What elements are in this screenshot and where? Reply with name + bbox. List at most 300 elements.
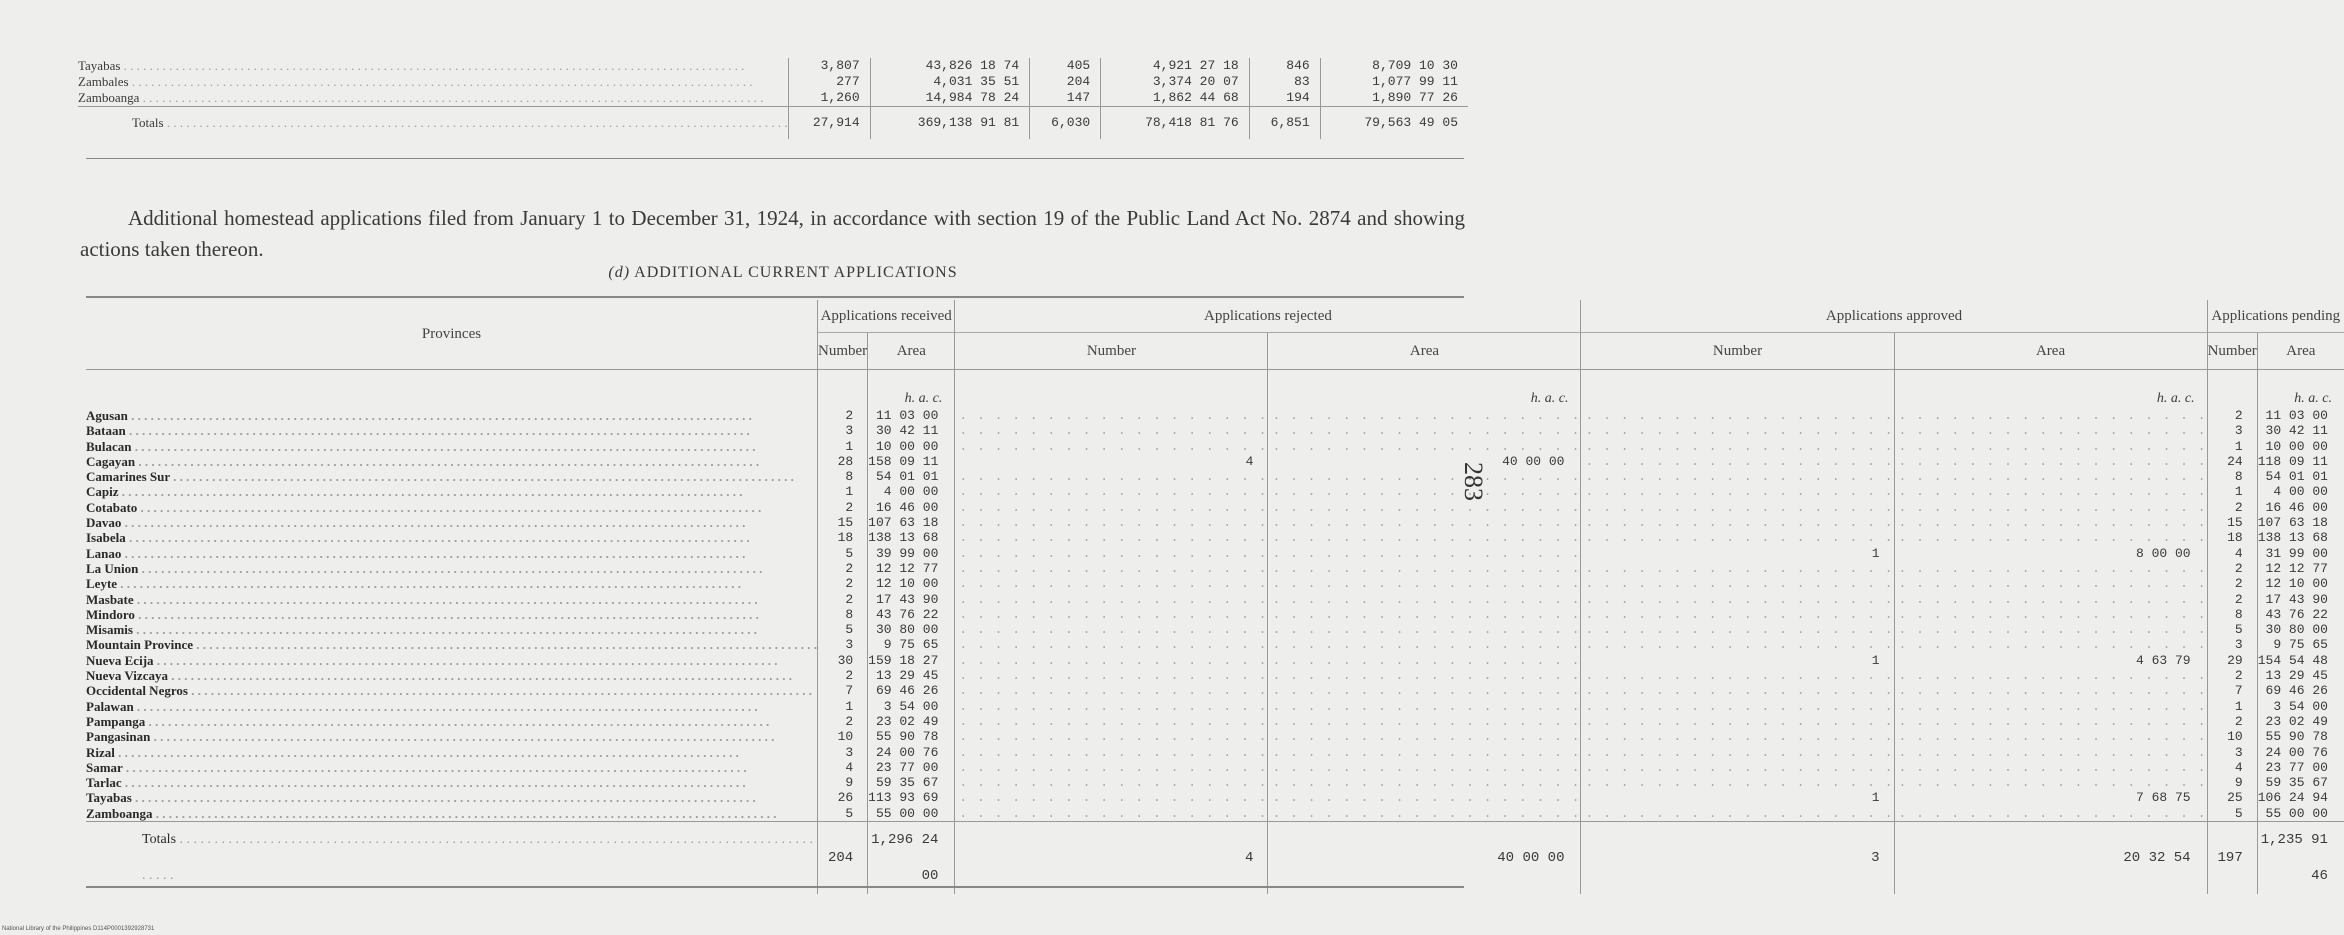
leader-cell	[1581, 806, 1894, 822]
leader-cell	[1894, 668, 2207, 683]
number-cell: 8	[2207, 469, 2257, 484]
leader-cell	[1581, 515, 1894, 530]
area-cell: 59 35 67	[868, 775, 955, 790]
number-cell: 1	[818, 484, 868, 499]
totals-label	[78, 107, 788, 140]
province-label: Zamboanga . . .	[78, 90, 763, 105]
province-label: Pangasinan . . .	[86, 729, 774, 744]
area-cell: 16 46 00	[868, 500, 955, 515]
leader-cell	[1894, 469, 2207, 484]
area-cell: 24 00 76	[868, 745, 955, 760]
table-cell: 83	[1249, 74, 1320, 90]
header-rule-row	[86, 370, 2344, 391]
province-label: Occidental Negros . . .	[86, 683, 812, 698]
area-cell: 138 13 68	[2257, 530, 2344, 545]
number-cell: 2	[818, 500, 868, 515]
leader-cell	[1268, 637, 1581, 652]
area-cell: 55 90 78	[868, 729, 955, 744]
area-cell: 13 29 45	[868, 668, 955, 683]
number-cell: 15	[2207, 515, 2257, 530]
province-name	[86, 469, 818, 484]
province-label: Davao . . .	[86, 515, 745, 530]
leader-cell	[1268, 745, 1581, 760]
leader-cell	[955, 699, 1268, 714]
leader-cell	[1581, 576, 1894, 591]
number-cell: 1	[818, 439, 868, 454]
table-cell: 147	[1030, 90, 1101, 107]
area-cell: 10 00 00	[2257, 439, 2344, 454]
number-cell: 1	[2207, 699, 2257, 714]
area-cell: 30 42 11	[2257, 423, 2344, 438]
leader-cell	[955, 622, 1268, 637]
leader-cell	[1268, 668, 1581, 683]
province-name	[86, 546, 818, 561]
table-cell: 78,418 81 76	[1101, 107, 1250, 140]
number-cell: 15	[818, 515, 868, 530]
area-cell: 158 09 11	[868, 454, 955, 469]
number-cell: 3	[818, 745, 868, 760]
province-label: Tarlac . . .	[86, 775, 746, 790]
total-cell: 20 32 54	[1894, 822, 2207, 895]
leader-cell	[955, 745, 1268, 760]
province-name	[86, 622, 818, 637]
table-cell: 4,921 27 18	[1101, 58, 1250, 74]
area-cell: 54 01 01	[868, 469, 955, 484]
area-cell: 39 99 00	[868, 546, 955, 561]
approved-header: Applications approved	[1581, 300, 2207, 333]
province-name	[86, 745, 818, 760]
province-name	[86, 500, 818, 515]
table-cell: 43,826 18 74	[870, 58, 1030, 74]
table-row	[86, 637, 2344, 652]
leader-cell	[1268, 592, 1581, 607]
leader-cell	[1268, 683, 1581, 698]
table-row	[86, 546, 2344, 561]
rule-cell	[1894, 370, 2207, 391]
province-name	[86, 561, 818, 576]
table-row	[86, 775, 2344, 790]
province-label: Masbate . . .	[86, 592, 758, 607]
leader-cell	[1894, 607, 2207, 622]
number-cell: 5	[2207, 806, 2257, 822]
table-cell: 3,374 20 07	[1101, 74, 1250, 90]
table-row	[86, 806, 2344, 822]
table-row	[86, 714, 2344, 729]
leader-cell	[1268, 515, 1581, 530]
area-cell: 3 54 00	[2257, 699, 2344, 714]
leader-cell	[955, 637, 1268, 652]
number-header: Number	[955, 333, 1268, 370]
total-cell: 197	[2207, 822, 2257, 895]
number-cell: 18	[818, 530, 868, 545]
number-cell: 2	[2207, 500, 2257, 515]
area-cell: 9 75 65	[2257, 637, 2344, 652]
area-cell: 55 00 00	[868, 806, 955, 822]
leader-cell	[955, 576, 1268, 591]
table-cell: 3,807	[788, 58, 870, 74]
area-cell: 9 75 65	[868, 637, 955, 652]
leader-cell	[1581, 469, 1894, 484]
leader-cell	[1894, 775, 2207, 790]
leader-cell	[1268, 576, 1581, 591]
table-cell: 405	[1030, 58, 1101, 74]
leader-cell	[1894, 500, 2207, 515]
number-cell: 2	[2207, 408, 2257, 423]
leader-cell	[1581, 775, 1894, 790]
province-name	[86, 423, 818, 438]
table-row	[86, 607, 2344, 622]
number-cell: 28	[818, 454, 868, 469]
area-cell: 12 10 00	[868, 576, 955, 591]
number-cell: 8	[818, 469, 868, 484]
leader-cell	[955, 592, 1268, 607]
area-cell: 4 00 00	[2257, 484, 2344, 499]
number-cell: 24	[2207, 454, 2257, 469]
leader-cell	[1894, 561, 2207, 576]
area-cell: 118 09 11	[2257, 454, 2344, 469]
totals-row	[78, 107, 1468, 140]
number-cell: 18	[2207, 530, 2257, 545]
number-cell: 8	[818, 607, 868, 622]
leader-cell	[1581, 561, 1894, 576]
leader-cell	[1894, 592, 2207, 607]
rule-cell	[1581, 370, 1894, 391]
leader-cell	[1894, 714, 2207, 729]
leader-cell	[1268, 484, 1581, 499]
area-cell: 107 63 18	[868, 515, 955, 530]
province-label: Nueva Ecija . . .	[86, 653, 778, 668]
province-name	[86, 592, 818, 607]
number-cell: 26	[818, 790, 868, 805]
leader-cell	[1581, 439, 1894, 454]
total-cell: 40 00 00	[1268, 822, 1581, 895]
leader-cell	[1268, 469, 1581, 484]
table-cell: 1,890 77 26	[1320, 90, 1468, 107]
table-row	[86, 683, 2344, 698]
table-top-rule	[86, 296, 1464, 298]
number-cell: 1	[2207, 484, 2257, 499]
number-cell: 4	[2207, 760, 2257, 775]
leader-cell	[1894, 576, 2207, 591]
table-row	[86, 530, 2344, 545]
leader-cell	[1581, 683, 1894, 698]
table-cell: 6,030	[1030, 107, 1101, 140]
divider-rule	[86, 158, 1464, 159]
number-cell: 5	[818, 622, 868, 637]
empty-cell	[818, 390, 868, 408]
leader-cell	[1581, 500, 1894, 515]
number-cell: 2	[818, 714, 868, 729]
province-label: Lanao . . .	[86, 546, 745, 561]
number-cell: 1	[1581, 790, 1894, 805]
leader-cell	[1268, 699, 1581, 714]
total-cell: 3	[1581, 822, 1894, 895]
area-cell: 23 77 00	[868, 760, 955, 775]
number-cell: 5	[818, 546, 868, 561]
leader-cell	[955, 515, 1268, 530]
leader-cell	[1894, 454, 2207, 469]
leader-cell	[1894, 439, 2207, 454]
number-cell: 7	[2207, 683, 2257, 698]
number-cell: 2	[2207, 668, 2257, 683]
province-label: Leyte . . .	[86, 576, 741, 591]
leader-cell	[1581, 745, 1894, 760]
leader-cell	[955, 775, 1268, 790]
leader-cell	[1268, 607, 1581, 622]
table-row	[86, 745, 2344, 760]
rejected-header: Applications rejected	[955, 300, 1581, 333]
leader-cell	[1581, 699, 1894, 714]
area-cell: 30 80 00	[2257, 622, 2344, 637]
province-name	[86, 607, 818, 622]
table-row	[86, 622, 2344, 637]
leader-cell	[955, 500, 1268, 515]
number-header: Number	[2207, 333, 2257, 370]
section-heading	[0, 264, 1566, 282]
area-cell: 30 80 00	[868, 622, 955, 637]
leader-cell	[955, 469, 1268, 484]
totals-row	[86, 822, 2344, 895]
province-name	[86, 760, 818, 775]
area-cell: 11 03 00	[2257, 408, 2344, 423]
number-cell: 2	[2207, 714, 2257, 729]
area-cell: 24 00 76	[2257, 745, 2344, 760]
rule-cell	[2257, 370, 2344, 391]
rule-cell	[1268, 370, 1581, 391]
leader-cell	[1894, 408, 2207, 423]
leader-cell	[1581, 454, 1894, 469]
number-cell: 25	[2207, 790, 2257, 805]
leader-cell	[1894, 530, 2207, 545]
area-cell: 3 54 00	[868, 699, 955, 714]
section-title: ADDITIONAL CURRENT APPLICATIONS	[634, 264, 958, 281]
number-cell: 2	[818, 592, 868, 607]
province-name	[86, 576, 818, 591]
table-row	[86, 790, 2344, 805]
area-cell: 13 29 45	[2257, 668, 2344, 683]
area-cell: 4 63 79	[1894, 653, 2207, 668]
number-cell: 3	[2207, 423, 2257, 438]
province-label: Rizal . . .	[86, 745, 739, 760]
unit-label: h. a. c.	[868, 390, 955, 408]
table-cell: 6,851	[1249, 107, 1320, 140]
province-label: Palawan . . .	[86, 699, 758, 714]
leader-cell	[955, 439, 1268, 454]
leader-cell	[1268, 439, 1581, 454]
number-cell: 2	[818, 408, 868, 423]
page-number: 283	[1459, 462, 1488, 501]
empty-cell	[955, 390, 1268, 408]
area-header: Area	[2257, 333, 2344, 370]
leader-cell	[1581, 592, 1894, 607]
table-bottom-rule	[86, 886, 1464, 888]
table-row	[78, 90, 1468, 107]
total-cell: 204	[818, 822, 868, 895]
province-name	[78, 58, 788, 74]
number-cell: 4	[2207, 546, 2257, 561]
leader-cell	[955, 714, 1268, 729]
leader-cell	[1268, 546, 1581, 561]
area-cell: 55 90 78	[2257, 729, 2344, 744]
number-cell: 10	[818, 729, 868, 744]
continuation-table	[78, 58, 1468, 139]
province-name	[86, 775, 818, 790]
totals-label	[86, 822, 818, 895]
area-cell: 43 76 22	[868, 607, 955, 622]
area-cell: 23 77 00	[2257, 760, 2344, 775]
number-cell: 3	[818, 637, 868, 652]
leader-cell	[1268, 760, 1581, 775]
leader-cell	[1581, 760, 1894, 775]
area-cell: 17 43 90	[2257, 592, 2344, 607]
area-cell: 154 54 48	[2257, 653, 2344, 668]
province-name	[86, 637, 818, 652]
area-cell: 31 99 00	[2257, 546, 2344, 561]
leader-cell	[1268, 622, 1581, 637]
province-label: Mountain Province . . .	[86, 637, 817, 652]
number-cell: 5	[2207, 622, 2257, 637]
province-label: Zambales . . .	[78, 74, 753, 89]
number-cell: 5	[818, 806, 868, 822]
table-row	[86, 500, 2344, 515]
table-row	[78, 74, 1468, 90]
leader-cell	[1581, 484, 1894, 499]
table-cell: 277	[788, 74, 870, 90]
area-cell: 17 43 90	[868, 592, 955, 607]
number-cell: 1	[818, 699, 868, 714]
province-label: Tayabas . . .	[86, 790, 756, 805]
leader-cell	[1268, 714, 1581, 729]
leader-cell	[955, 530, 1268, 545]
leader-cell	[1268, 408, 1581, 423]
province-label: La Union . . .	[86, 561, 762, 576]
area-cell: 138 13 68	[868, 530, 955, 545]
table-row	[86, 592, 2344, 607]
leader-cell	[955, 423, 1268, 438]
area-cell: 69 46 26	[868, 683, 955, 698]
leader-cell	[1894, 729, 2207, 744]
leader-cell	[1581, 637, 1894, 652]
leader-cell	[1581, 714, 1894, 729]
table-row	[78, 58, 1468, 74]
leader-cell	[1268, 806, 1581, 822]
table-row	[86, 729, 2344, 744]
table-cell: 4,031 35 51	[870, 74, 1030, 90]
leader-cell	[1268, 561, 1581, 576]
area-cell: 43 76 22	[2257, 607, 2344, 622]
area-cell: 16 46 00	[2257, 500, 2344, 515]
province-label: Zamboanga . . .	[86, 806, 776, 821]
rule-cell	[818, 370, 868, 391]
province-name	[86, 714, 818, 729]
table-row	[86, 760, 2344, 775]
leader-cell	[1894, 622, 2207, 637]
province-name	[86, 515, 818, 530]
rule-cell	[868, 370, 955, 391]
provinces-header: Provinces	[421, 326, 482, 342]
leader-cell	[1894, 699, 2207, 714]
total-cell: 1,235 91 46	[2257, 822, 2344, 895]
leader-cell	[1894, 515, 2207, 530]
province-name	[86, 806, 818, 822]
number-cell: 7	[818, 683, 868, 698]
province-label: Agusan . . .	[86, 408, 752, 423]
province-name	[86, 790, 818, 805]
area-cell: 10 00 00	[868, 439, 955, 454]
leader-cell	[1268, 653, 1581, 668]
table-cell: 846	[1249, 58, 1320, 74]
area-cell: 40 00 00	[1268, 454, 1581, 469]
number-cell: 3	[818, 423, 868, 438]
unit-label: h. a. c.	[1894, 390, 2207, 408]
number-cell: 2	[2207, 592, 2257, 607]
leader-cell	[955, 790, 1268, 805]
table-cell: 27,914	[788, 107, 870, 140]
pending-header: Applications pending	[2207, 300, 2344, 333]
table-row	[86, 408, 2344, 423]
area-cell: 12 10 00	[2257, 576, 2344, 591]
leader-cell	[1894, 683, 2207, 698]
province-label: Mindoro . . .	[86, 607, 759, 622]
leader-cell	[1268, 790, 1581, 805]
leader-cell	[955, 806, 1268, 822]
leader-cell	[1268, 775, 1581, 790]
empty-cell	[2207, 390, 2257, 408]
area-cell: 159 18 27	[868, 653, 955, 668]
number-cell: 3	[2207, 637, 2257, 652]
province-label: Camarines Sur . . .	[86, 469, 794, 484]
number-cell: 9	[2207, 775, 2257, 790]
leader-cell	[955, 607, 1268, 622]
number-cell: 2	[2207, 561, 2257, 576]
number-header: Number	[1581, 333, 1894, 370]
province-name	[86, 668, 818, 683]
leader-cell	[1894, 484, 2207, 499]
leader-cell	[955, 561, 1268, 576]
area-cell: 12 12 77	[868, 561, 955, 576]
area-cell: 54 01 01	[2257, 469, 2344, 484]
area-cell: 11 03 00	[868, 408, 955, 423]
leader-cell	[1581, 668, 1894, 683]
province-name	[86, 729, 818, 744]
province-name	[86, 408, 818, 423]
table-cell: 8,709 10 30	[1320, 58, 1468, 74]
leader-cell	[1268, 729, 1581, 744]
leader-cell	[955, 408, 1268, 423]
leader-cell	[955, 760, 1268, 775]
table-cell: 14,984 78 24	[870, 90, 1030, 107]
province-label: Cagayan . . .	[86, 454, 759, 469]
area-header: Area	[868, 333, 955, 370]
leader-cell	[1268, 423, 1581, 438]
leader-cell	[1894, 760, 2207, 775]
table-row	[86, 454, 2344, 469]
area-header: Area	[1268, 333, 1581, 370]
leader-cell	[1581, 408, 1894, 423]
leader-cell	[1581, 729, 1894, 744]
province-label: Capiz . . .	[86, 484, 743, 499]
area-cell: 69 46 26	[2257, 683, 2344, 698]
area-cell: 23 02 49	[868, 714, 955, 729]
province-name	[86, 683, 818, 698]
received-header: Applications received	[818, 300, 955, 333]
rule-cell	[2207, 370, 2257, 391]
number-header: Number	[818, 333, 868, 370]
area-cell: 113 93 69	[868, 790, 955, 805]
area-cell: 106 24 94	[2257, 790, 2344, 805]
leader-cell	[1894, 637, 2207, 652]
number-cell: 3	[2207, 745, 2257, 760]
